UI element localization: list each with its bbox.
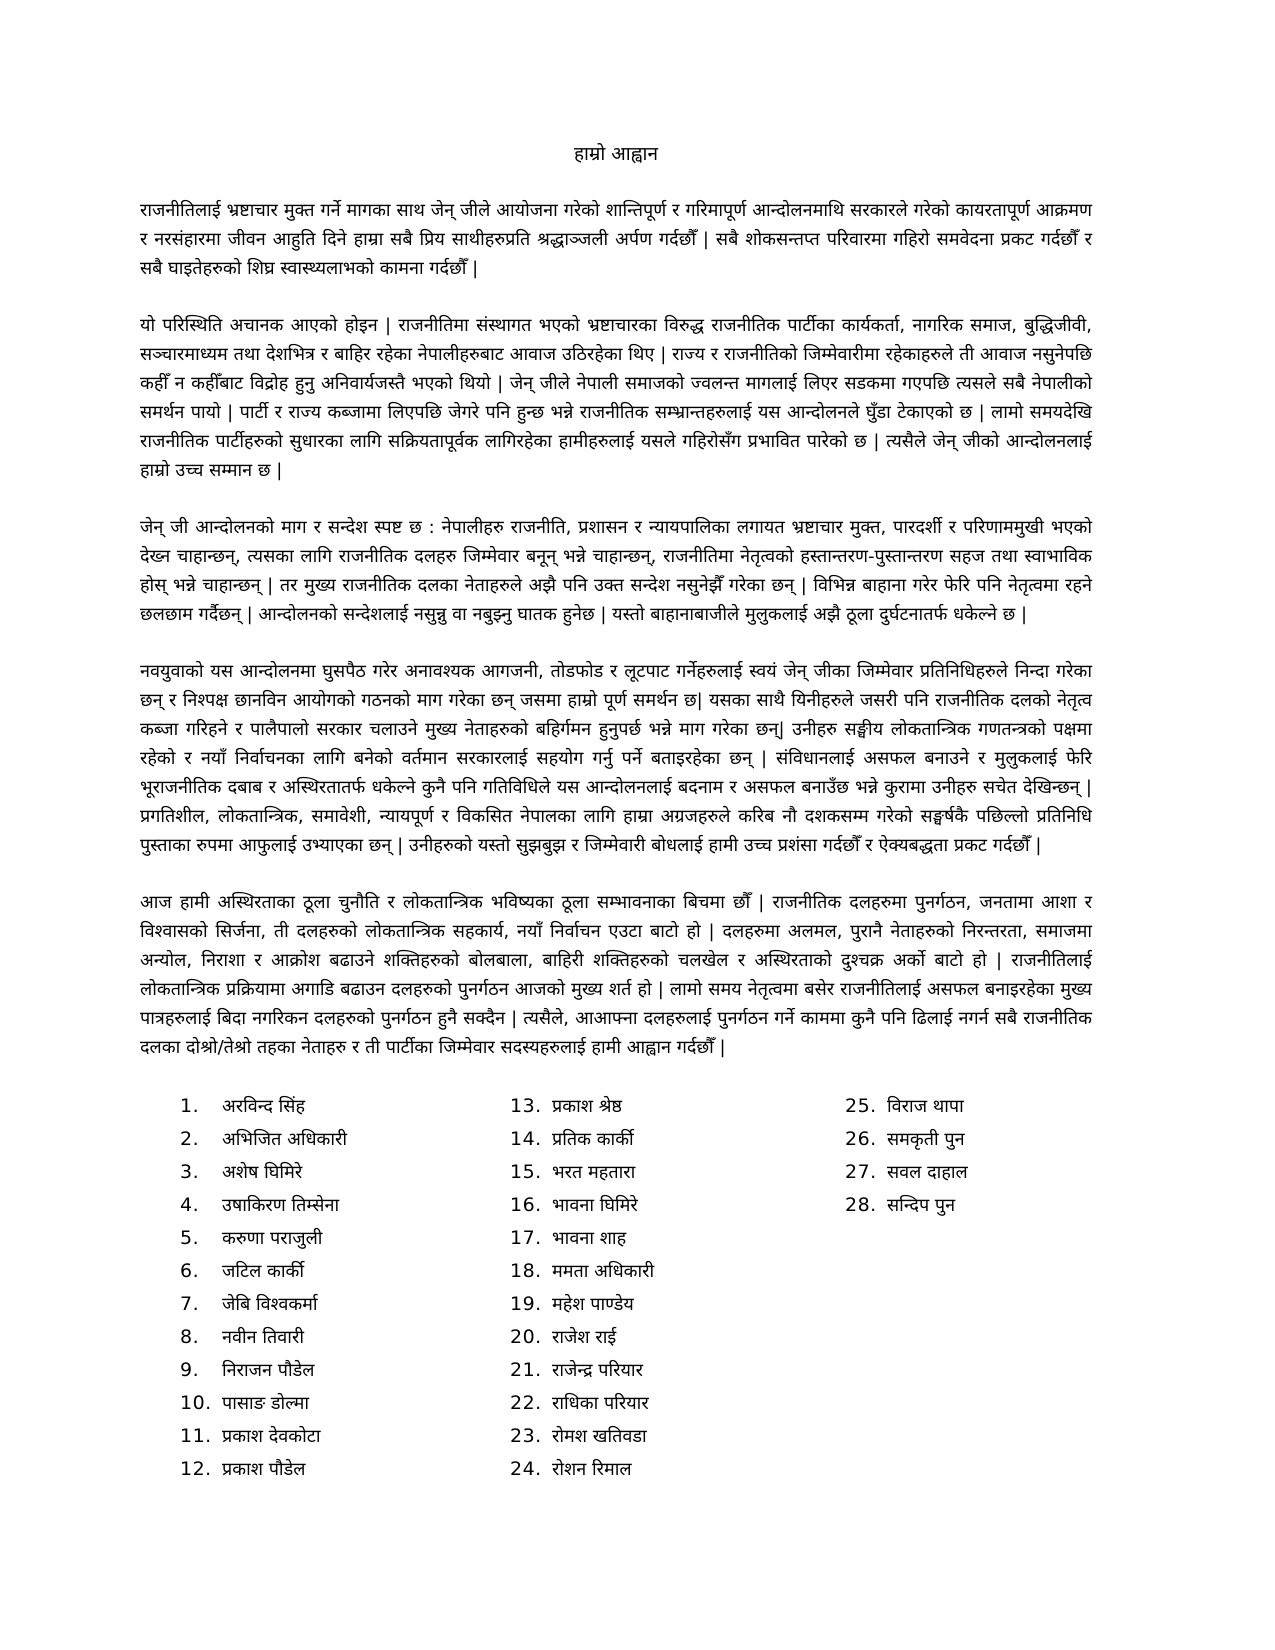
list-item-name: विराज थापा [887,1096,964,1117]
list-item-number: 22. [510,1392,542,1414]
paragraph-movement-support: नवयुवाको यस आन्दोलनमा घुसपैठ गरेर अनावश्यक आगजनी, तोडफोड र लूटपाट गर्नेहरुलाई स्वयं जेन् जीका जिम्मेवार प्रतिनिधिहरुले निन्दा गरेका छन् र निश्पक्ष छानविन आयोगको गठनको माग गरेका छन् जसमा हाम्रो पूर्ण समर्थन छ| यसका साथै यिनीहरुले जसरी पनि राजनीतिक दलको नेतृत्व कब्जा गरिहने र पालैपालो सरकार चलाउने मुख्य नेताहरुको बहिर्गमन हुनुपर्छ भन्ने माग गरेका छन्| उनीहरु सङ्घीय लोकतान्त्रिक गणतन्त्रको पक्षमा रहेको र नयाँ निर्वाचनका लागि बनेको वर्तमान सरकारलाई सहयोग गर्नु पर्ने बताइरहेका छन् | संविधानलाई असफल बनाउने र मुलुकलाई फेरि भूराजनीतिक दबाब र अस्थिरतातर्फ धकेल्ने कुनै पनि गतिविधिले यस आन्दोलनलाई बदनाम र असफल बनाउँछ भन्ने कुरामा उनीहरु सचेत देखिन्छन् | प्रगतिशील, लोकतान्त्रिक, समावेशी, न्यायपूर्ण र विकसित नेपालका लागि हाम्रा अग्रजहरुले करिब नौ दशकसम्म गरेको सङ्घर्षकै पछिल्लो प्रतिनिधि पुस्ताका रुपमा आफुलाई उभ्याएका छन् | उनीहरुको यस्तो सुझबुझ र जिम्मेवारी बोधलाई हामी उच्च प्रशंसा गर्दछौँ र ऐक्यबद्धता प्रकट गर्दछौँ | [140,661,1092,856]
list-item-name: अभिजित अधिकारी [222,1129,348,1150]
list-item [180,1391,510,1424]
list-item-number: 24. [510,1458,542,1480]
paragraph-context: यो परिस्थिति अचानक आएको होइन | राजनीतिमा संस्थागत भएको भ्रष्टाचारका विरुद्ध राजनीतिक पार्टीका कार्यकर्ता, नागरिक समाज, बुद्धिजीवी, सञ्चारमाध्यम तथा देशभित्र र बाहिर रहेका नेपालीहरुबाट आवाज उठिरहेका थिए | राज्य र राजनीतिको जिम्मेवारीमा रहेकाहरुले ती आवाज नसुनेपछि कहीँ न कहीँबाट विद्रोह हुनु अनिवार्यजस्तै भएको थियो | जेन् जीले नेपाली समाजको ज्वलन्त मागलाई लिएर सडकमा गएपछि त्यसले सबै नेपालीको समर्थन पायो | पार्टी र राज्य कब्जामा लिएपछि जेगरे पनि हुन्छ भन्ने राजनीतिक सम्भ्रान्तहरुलाई यस आन्दोलनले घुँडा टेकाएको छ | लामो समयदेखि राजनीतिक पार्टीहरुको सुधारका लागि सक्रियतापूर्वक लागिरहेका हामीहरुलाई यसले गहिरोसँग प्रभावित पारेको छ | त्यसैले जेन् जीको आन्दोलनलाई हाम्रो उच्च सम्मान छ | [140,315,1092,481]
list-item-number: 20. [510,1326,542,1348]
list-item-number: 13. [510,1095,542,1117]
list-item [845,1127,1092,1160]
list-item-number: 21. [510,1359,542,1381]
list-item-name: उषाकिरण तिम्सेना [222,1195,340,1216]
signatory-list [180,1094,1092,1490]
list-item-name: निराजन पौडेल [222,1360,315,1381]
list-item [510,1424,845,1457]
list-item-number: 23. [510,1425,542,1447]
list-item-name: भावना शाह [552,1228,627,1249]
list-item-number: 25. [845,1095,877,1117]
list-item [510,1127,845,1160]
list-item [510,1292,845,1325]
list-item-number: 5. [180,1227,200,1249]
paragraph-call-to-action: आज हामी अस्थिरताका ठूला चुनौति र लोकतान्त्रिक भविष्यका ठूला सम्भावनाका बिचमा छौँ | राजनीतिक दलहरुमा पुनर्गठन, जनतामा आशा र विश्वासको सिर्जना, ती दलहरुको लोकतान्त्रिक सहकार्य, नयाँ निर्वाचन एउटा बाटो हो | दलहरुमा अलमल, पुरानै नेताहरुको निरन्तरता, समाजमा अन्योल, निराशा र आक्रोश बढाउने शक्तिहरुको बोलबाला, बाहिरी शक्तिहरुको चलखेल र अस्थिरताको दुश्चक्र अर्को बाटो हो | राजनीतिलाई लोकतान्त्रिक प्रक्रियामा अगाडि बढाउन दलहरुको पुनर्गठन आजको मुख्य शर्त हो | लामो समय नेतृत्वमा बसेर राजनीतिलाई असफल बनाइरहेका मुख्य पात्रहरुलाई बिदा नगरिकन दलहरुको पुनर्गठन हुनै सक्दैन | त्यसैले, आआफ्ना दलहरुलाई पुनर्गठन गर्ने काममा कुनै पनि ढिलाई नगर्न सबै राजनीतिक दलका दोश्रो/तेश्रो तहका नेताहरु र ती पार्टीका जिम्मेवार सदस्यहरुलाई हामी आह्वान गर्दछौँ | [140,892,1092,1058]
list-item-name: महेश पाण्डेय [552,1294,634,1315]
page-title: हाम्रो आह्वान [573,143,659,165]
list-item-name: रोमश खतिवडा [552,1426,647,1447]
signatory-column-3 [845,1094,1092,1490]
list-item [180,1160,510,1193]
list-item-name: भरत महतारा [552,1162,636,1183]
list-item-name: समकृती पुन [887,1129,965,1150]
list-item-name: पासाङ डोल्मा [222,1393,310,1414]
list-item [180,1325,510,1358]
list-item-name: प्रकाश श्रेष्ठ [552,1096,623,1117]
list-item [180,1292,510,1325]
list-item [180,1094,510,1127]
list-item-number: 7. [180,1293,200,1315]
list-item-number: 8. [180,1326,200,1348]
list-item-name: अरविन्द सिंह [222,1096,306,1117]
list-item-number: 12. [180,1458,212,1480]
list-item [845,1160,1092,1193]
list-item [510,1391,845,1424]
list-item [510,1259,845,1292]
signatory-column-2 [510,1094,845,1490]
list-item-name: रोशन रिमाल [552,1459,632,1480]
list-item-name: प्रकाश देवकोटा [222,1426,321,1447]
list-item-name: सन्दिप पुन [887,1195,956,1216]
list-item [180,1193,510,1226]
list-item-name: प्रतिक कार्की [552,1129,634,1150]
list-item [180,1259,510,1292]
list-item-name: भावना घिमिरे [552,1195,638,1216]
list-item-name: अशेष घिमिरे [222,1162,303,1183]
list-item [180,1226,510,1259]
signatory-column-1 [180,1094,510,1490]
list-item-number: 3. [180,1161,200,1183]
list-item-number: 10. [180,1392,212,1414]
list-item-number: 14. [510,1128,542,1150]
list-item-number: 1. [180,1095,200,1117]
list-item [180,1424,510,1457]
paragraph-demands: जेन् जी आन्दोलनको माग र सन्देश स्पष्ट छ : नेपालीहरु राजनीति, प्रशासन र न्यायपालिका लगायत भ्रष्टाचार मुक्त, पारदर्शी र परिणाममुखी भएको देख्न चाहान्छन्, त्यसका लागि राजनीतिक दलहरु जिम्मेवार बनून् भन्ने चाहान्छन्, राजनीतिमा नेतृत्वको हस्तान्तरण-पुस्तान्तरण सहज तथा स्वाभाविक होस् भन्ने चाहान्छन् | तर मुख्य राजनीतिक दलका नेताहरुले अझै पनि उक्त सन्देश नसुनेझैँ गरेका छन् | विभिन्न बाहाना गरेर फेरि पनि नेतृत्वमा रहने छलछाम गर्दैछन् | आन्दोलनको सन्देशलाई नसुन्नु वा नबुझ्नु घातक हुनेछ | यस्तो बाहानाबाजीले मुलुकलाई अझै ठूला दुर्घटनातर्फ धकेल्ने छ | [140,517,1092,625]
list-item [510,1226,845,1259]
list-item-number: 28. [845,1194,877,1216]
list-item [180,1457,510,1490]
list-item-name: राजेश राई [552,1327,617,1348]
list-item-name: प्रकाश पौडेल [222,1459,306,1480]
list-item [510,1094,845,1127]
list-item-name: राजेन्द्र परियार [552,1360,643,1381]
list-item-number: 16. [510,1194,542,1216]
list-item-name: जेबि विश्वकर्मा [222,1294,318,1315]
list-item-name: सवल दाहाल [887,1162,968,1183]
list-item [845,1193,1092,1226]
list-item-number: 11. [180,1425,212,1447]
list-item-number: 19. [510,1293,542,1315]
list-item-number: 17. [510,1227,542,1249]
list-item [510,1193,845,1226]
list-item [510,1457,845,1490]
list-item [510,1358,845,1391]
list-item-number: 26. [845,1128,877,1150]
list-item-number: 27. [845,1161,877,1183]
list-item [510,1325,845,1358]
list-item-number: 4. [180,1194,200,1216]
list-item-name: नवीन तिवारी [222,1327,304,1348]
list-item-number: 6. [180,1260,200,1282]
list-item-name: राधिका परियार [552,1393,649,1414]
paragraph-tribute: राजनीतिलाई भ्रष्टाचार मुक्त गर्ने मागका साथ जेन् जीले आयोजना गरेको शान्तिपूर्ण र गरिमापूर्ण आन्दोलनमाथि सरकारले गरेको कायरतापूर्ण आक्रमण र नरसंहारमा जीवन आहुति दिने हाम्रा सबै प्रिय साथीहरुप्रति श्रद्धाञ्जली अर्पण गर्दछौँ | सबै शोकसन्तप्त परिवारमा गहिरो समवेदना प्रकट गर्दछौँ र सबै घाइतेहरुको शिघ्र स्वास्थ्यलाभको कामना गर्दछौँ | [140,200,1092,279]
list-item-number: 9. [180,1359,200,1381]
list-item [510,1160,845,1193]
list-item-number: 18. [510,1260,542,1282]
list-item-number: 15. [510,1161,542,1183]
list-item-name: करुणा पराजुली [222,1228,323,1249]
list-item-name: ममता अधिकारी [552,1261,655,1282]
list-item [180,1127,510,1160]
list-item [845,1094,1092,1127]
list-item-number: 2. [180,1128,200,1150]
list-item-name: जटिल कार्की [222,1261,304,1282]
list-item [180,1358,510,1391]
